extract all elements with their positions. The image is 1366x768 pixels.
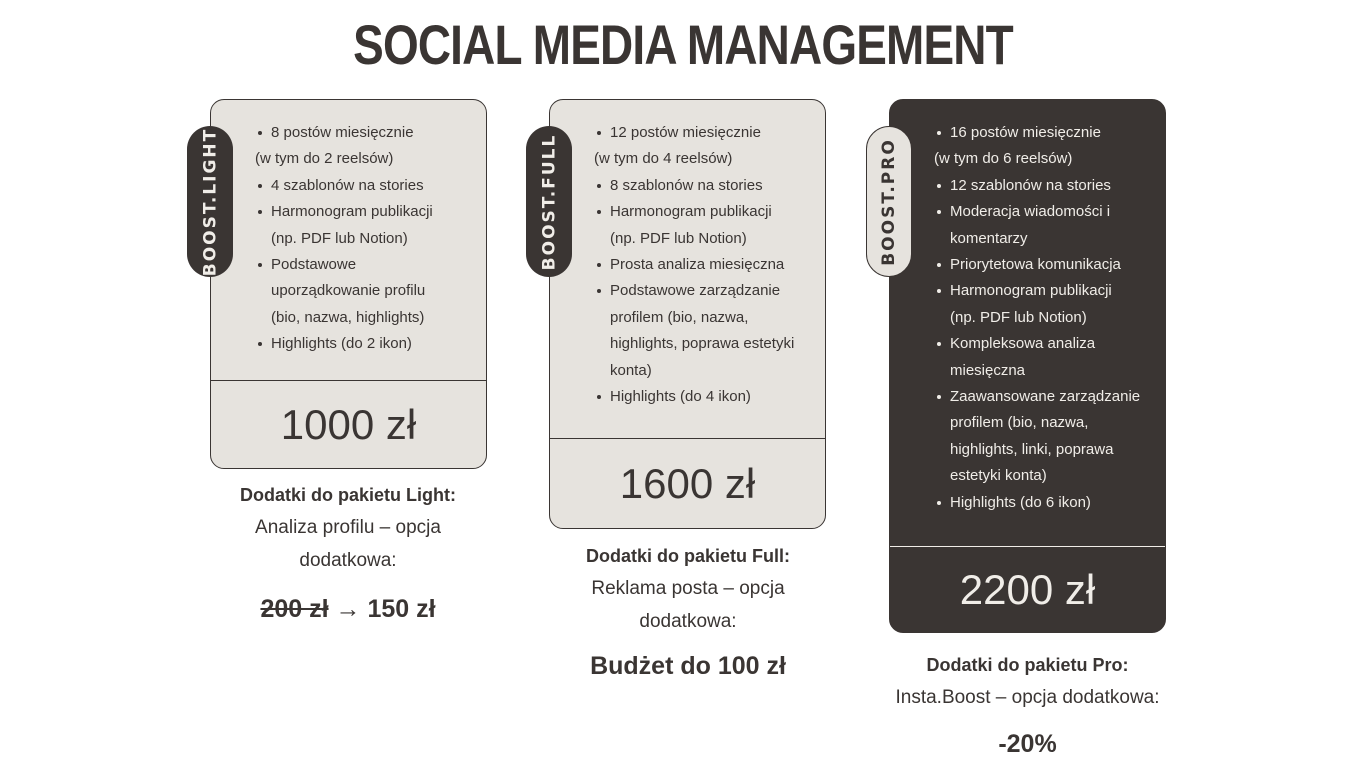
package-card-pro (889, 99, 1166, 633)
extras-light (213, 479, 483, 624)
extras-offer: Budżet do 100 zł (590, 652, 786, 680)
feature-item: Zaawansowane zarządzanie profilem (bio, nazwa, highlights, linki, poprawa estetyki konta) (935, 384, 1145, 490)
extras-description: Analiza profilu – opcja dodatkowa: (255, 517, 441, 571)
feature-list (211, 100, 471, 358)
new-price: 150 zł (367, 595, 436, 623)
feature-item: Prosta analiza miesięczna (595, 252, 810, 278)
feature-item: 12 szablonów na stories (935, 173, 1150, 199)
extras-offer (213, 595, 483, 624)
extras-description: Insta.Boost – opcja dodatkowa: (895, 687, 1160, 708)
feature-item: Highlights (do 4 ikon) (595, 384, 810, 410)
extras-description: Reklama posta – opcja dodatkowa: (591, 578, 785, 632)
extras-heading: Dodatki do pakietu Full: (585, 546, 790, 566)
feature-list (550, 100, 820, 410)
arrow-icon: → (335, 595, 361, 623)
feature-item: Moderacja wiadomości i komentarzy (935, 199, 1145, 252)
price: 2200 zł (890, 546, 1165, 632)
extras-heading: Dodatki do pakietu Light: (240, 485, 456, 505)
feature-item: 16 postów miesięcznie (w tym do 6 reelsów) (935, 120, 1150, 173)
badge-boost-pro: BOOST.PRO (866, 126, 912, 277)
feature-item: Podstawowe uporządkowanie profilu (bio, nazwa, highlights) (256, 252, 456, 331)
feature-item: 4 szablonów na stories (256, 173, 461, 199)
feature-item: Harmonogram publikacji (np. PDF lub Notion) (935, 278, 1135, 331)
feature-item: Kompleksowa analiza miesięczna (935, 331, 1135, 384)
old-price: 200 zł (260, 595, 329, 623)
package-card-full (549, 99, 826, 529)
feature-item: 8 szablonów na stories (595, 173, 810, 199)
price: 1000 zł (211, 380, 486, 468)
extras-heading: Dodatki do pakietu Pro: (926, 655, 1129, 675)
package-card-light (210, 99, 487, 469)
feature-item: Harmonogram publikacji (np. PDF lub Notion) (256, 199, 456, 252)
extras-full (553, 540, 823, 681)
feature-item: Highlights (do 2 ikon) (256, 331, 461, 357)
price: 1600 zł (550, 438, 825, 528)
feature-list (890, 100, 1160, 516)
feature-item: Podstawowe zarządzanie profilem (bio, nazwa, highlights, poprawa estetyki konta) (595, 278, 795, 384)
feature-item: Highlights (do 6 ikon) (935, 490, 1150, 516)
feature-item: 12 postów miesięcznie (w tym do 4 reelsów) (595, 120, 810, 173)
feature-item: Priorytetowa komunikacja (935, 252, 1150, 278)
badge-boost-light: BOOST.LIGHT (187, 126, 233, 277)
feature-item: 8 postów miesięcznie (w tym do 2 reelsów) (256, 120, 461, 173)
page-title: SOCIAL MEDIA MANAGEMENT (353, 13, 1013, 76)
badge-boost-full: BOOST.FULL (526, 126, 572, 277)
feature-item: Harmonogram publikacji (np. PDF lub Notion) (595, 199, 795, 252)
extras-offer: -20% (998, 730, 1057, 758)
extras-pro (877, 649, 1178, 759)
